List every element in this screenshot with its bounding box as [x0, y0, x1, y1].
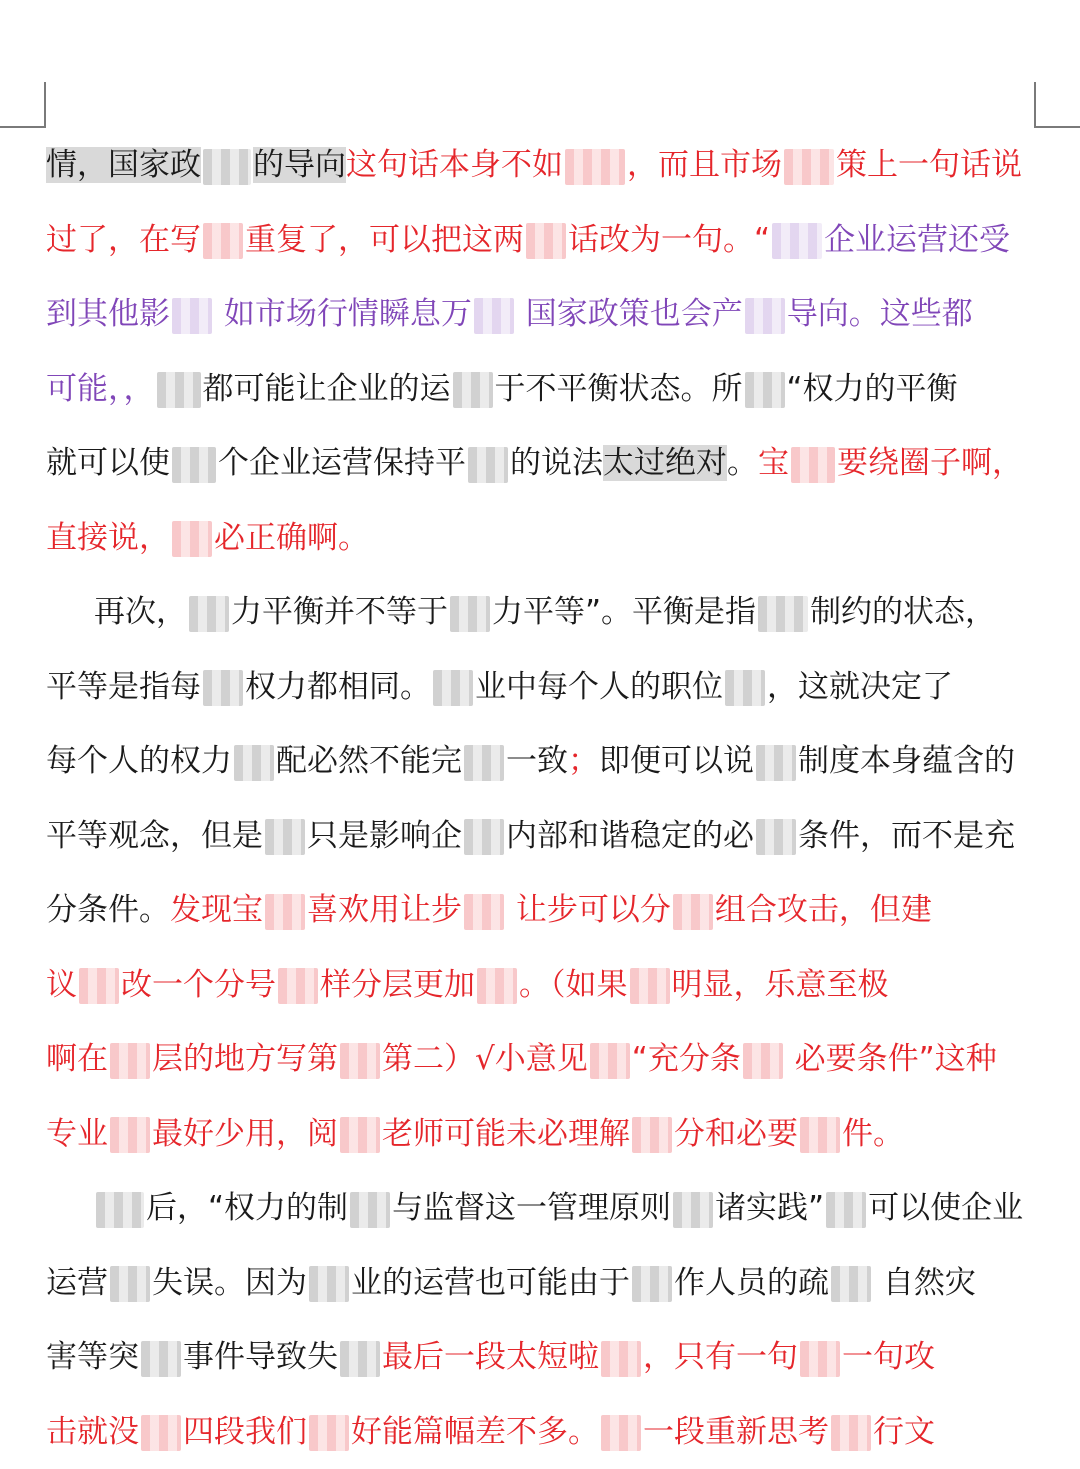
redacted-mosaic [464, 745, 504, 781]
text-run: 后，“权力的制 [146, 1190, 348, 1226]
text-run: 配必然不能完 [276, 743, 462, 779]
text-run: 分条件。 [46, 892, 170, 928]
redacted-mosaic [477, 968, 517, 1004]
text-line [46, 575, 1036, 650]
text-run: ； [568, 743, 599, 779]
redacted-mosaic [309, 1415, 349, 1451]
redacted-mosaic [756, 745, 796, 781]
text-run: 层的地方写第 [152, 1041, 338, 1077]
document-body [46, 128, 1036, 1469]
text-run: 必正确啊。 [214, 520, 369, 556]
redacted-mosaic [278, 968, 318, 1004]
text-run: ，而且市场 [627, 147, 782, 183]
page-corner-mark-top-left [44, 82, 46, 128]
redacted-mosaic [800, 1341, 840, 1377]
redacted-mosaic [265, 819, 305, 855]
text-line [46, 426, 1036, 501]
redacted-mosaic [590, 1043, 630, 1079]
text-run: 诸实践” [715, 1190, 824, 1226]
text-run: 样分层更加 [320, 967, 475, 1003]
text-run: 权力都相同。 [245, 669, 431, 705]
text-run: 宝 [758, 445, 789, 481]
redacted-mosaic [340, 1043, 380, 1079]
text-run: 每个人的权力 [46, 743, 232, 779]
text-run: 再次， [94, 594, 187, 630]
text-run: 害等突 [46, 1339, 139, 1375]
page-corner-mark-top-left-h [0, 126, 46, 128]
text-run: 自然灾 [873, 1265, 976, 1301]
text-run: 件。 [842, 1116, 904, 1152]
redacted-mosaic [526, 223, 566, 259]
text-run: 业中每个人的职位 [475, 669, 723, 705]
text-run: 导向。这些都 [787, 296, 973, 332]
text-run: 行文 [873, 1414, 935, 1450]
text-run: 个企业运营保持平 [218, 445, 466, 481]
text-run: 到其他影 [46, 296, 170, 332]
redacted-mosaic [110, 1266, 150, 1302]
text-run: 过了，在写 [46, 222, 201, 258]
text-run: 击就没 [46, 1414, 139, 1450]
redacted-mosaic [772, 223, 822, 259]
text-line [46, 1022, 1036, 1097]
redacted-mosaic [340, 1341, 380, 1377]
text-run: 内部和谐稳定的必 [506, 818, 754, 854]
redacted-mosaic [826, 1192, 866, 1228]
text-run: 分和必要 [674, 1116, 798, 1152]
text-run: 。 [727, 445, 758, 481]
text-run: 四段我们 [183, 1414, 307, 1450]
redacted-mosaic [800, 1117, 840, 1153]
text-run: 制约的状态， [810, 594, 996, 630]
text-run: 策上一句话说 [836, 147, 1022, 183]
redacted-mosaic [784, 149, 834, 185]
text-run: ，这就决定了 [767, 669, 953, 705]
redacted-mosaic [831, 1266, 871, 1302]
redacted-mosaic [464, 819, 504, 855]
redacted-mosaic [203, 223, 243, 259]
text-run: 国家政策也会产 [516, 296, 743, 332]
text-run: 于不平衡状态。所 [495, 371, 743, 407]
redacted-mosaic [350, 1192, 390, 1228]
text-run: 的导向 [253, 147, 346, 183]
text-run: 如市场行情瞬息万 [214, 296, 472, 332]
redacted-mosaic [725, 670, 765, 706]
text-run: 就可以使 [46, 445, 170, 481]
text-run: 重复了，可以把这两 [245, 222, 524, 258]
text-run: 可以使企业 [868, 1190, 1023, 1226]
redacted-mosaic [110, 1043, 150, 1079]
text-run: 必要条件”这种 [785, 1041, 997, 1077]
redacted-mosaic [632, 1266, 672, 1302]
redacted-mosaic [450, 596, 490, 632]
text-run: 作人员的疏 [674, 1265, 829, 1301]
text-run: 业的运营也可能由于 [351, 1265, 630, 1301]
redacted-mosaic [601, 1341, 641, 1377]
redacted-mosaic [172, 521, 212, 557]
text-line [46, 948, 1036, 1023]
text-line [46, 1171, 1036, 1246]
text-run: 都可能让企业的运 [203, 371, 451, 407]
redacted-mosaic [745, 372, 785, 408]
text-run: 可能，， [46, 371, 155, 407]
text-run: 发现宝 [170, 892, 263, 928]
redacted-mosaic [630, 968, 670, 1004]
text-line [46, 1246, 1036, 1321]
text-run: 让步可以分 [506, 892, 671, 928]
redacted-mosaic [632, 1117, 672, 1153]
text-run: 。（如果 [519, 967, 628, 1003]
text-run: 一段重新思考 [643, 1414, 829, 1450]
text-run: 力平等”。平衡是指 [492, 594, 756, 630]
text-run: 这句话本身不如 [346, 147, 563, 183]
text-line [46, 1395, 1036, 1469]
text-run: 老师可能未必理解 [382, 1116, 630, 1152]
text-run: 平等观念，但是 [46, 818, 263, 854]
text-line [46, 1320, 1036, 1395]
text-run: 力平衡并不等于 [231, 594, 448, 630]
redacted-mosaic [234, 745, 274, 781]
redacted-mosaic [141, 1415, 181, 1451]
text-run: 专业 [46, 1116, 108, 1152]
text-line [46, 501, 1036, 576]
text-line [46, 128, 1036, 203]
text-run: “权力的平衡 [787, 371, 958, 407]
text-run: 直接说， [46, 520, 170, 556]
text-run: 喜欢用让步 [307, 892, 462, 928]
redacted-mosaic [743, 1043, 783, 1079]
text-run: 企业运营还受 [824, 222, 1010, 258]
redacted-mosaic [203, 149, 251, 185]
page-corner-mark-top-right-h [1034, 126, 1080, 128]
redacted-mosaic [79, 968, 119, 1004]
text-run: 情，国家政 [46, 147, 201, 183]
redacted-mosaic [309, 1266, 349, 1302]
redacted-mosaic [172, 447, 216, 483]
redacted-mosaic [203, 670, 243, 706]
redacted-mosaic [673, 1192, 713, 1228]
text-run: 事件导致失 [183, 1339, 338, 1375]
text-run: 组合攻击，但建 [715, 892, 932, 928]
text-run: 与监督这一管理原则 [392, 1190, 671, 1226]
redacted-mosaic [433, 670, 473, 706]
text-run: 啊在 [46, 1041, 108, 1077]
text-line [46, 352, 1036, 427]
text-run: 第二）√小意见 [382, 1041, 588, 1077]
text-run: ，只有一句 [643, 1339, 798, 1375]
redacted-mosaic [340, 1117, 380, 1153]
text-run: 要绕圈子啊， [837, 445, 1023, 481]
redacted-mosaic [474, 298, 514, 334]
text-run: 失误。因为 [152, 1265, 307, 1301]
redacted-mosaic [172, 298, 212, 334]
text-line [46, 203, 1036, 278]
text-line [46, 1097, 1036, 1172]
redacted-mosaic [464, 894, 504, 930]
text-run: 只是影响企 [307, 818, 462, 854]
text-run: 明显，乐意至极 [672, 967, 889, 1003]
text-run: 议 [46, 967, 77, 1003]
text-run: “充分条 [632, 1041, 741, 1077]
text-run: 条件，而不是充 [798, 818, 1015, 854]
text-line [46, 724, 1036, 799]
text-run: 平等是指每 [46, 669, 201, 705]
text-run: 即便可以说 [599, 743, 754, 779]
redacted-mosaic [141, 1341, 181, 1377]
text-run: 最后一段太短啦 [382, 1339, 599, 1375]
redacted-mosaic [673, 894, 713, 930]
text-line [46, 650, 1036, 725]
redacted-mosaic [758, 596, 808, 632]
text-run: 太过绝对 [603, 445, 727, 481]
redacted-mosaic [189, 596, 229, 632]
text-run: 最好少用，阅 [152, 1116, 338, 1152]
redacted-mosaic [831, 1415, 871, 1451]
text-run: 制度本身蕴含的 [798, 743, 1015, 779]
redacted-mosaic [265, 894, 305, 930]
redacted-mosaic [468, 447, 508, 483]
text-run: 运营 [46, 1265, 108, 1301]
text-run: 的说法 [510, 445, 603, 481]
redacted-mosaic [453, 372, 493, 408]
page-corner-mark-top-right [1034, 82, 1036, 128]
text-run: 改一个分号 [121, 967, 276, 1003]
redacted-mosaic [791, 447, 835, 483]
text-run: 好能篇幅差不多。 [351, 1414, 599, 1450]
text-run: 一句攻 [842, 1339, 935, 1375]
redacted-mosaic [96, 1192, 144, 1228]
redacted-mosaic [756, 819, 796, 855]
redacted-mosaic [745, 298, 785, 334]
text-line [46, 277, 1036, 352]
text-run: 话改为一句。“ [568, 222, 770, 258]
text-line [46, 873, 1036, 948]
text-line [46, 799, 1036, 874]
redacted-mosaic [157, 372, 201, 408]
redacted-mosaic [601, 1415, 641, 1451]
text-run: 一致 [506, 743, 568, 779]
redacted-mosaic [110, 1117, 150, 1153]
redacted-mosaic [565, 149, 625, 185]
